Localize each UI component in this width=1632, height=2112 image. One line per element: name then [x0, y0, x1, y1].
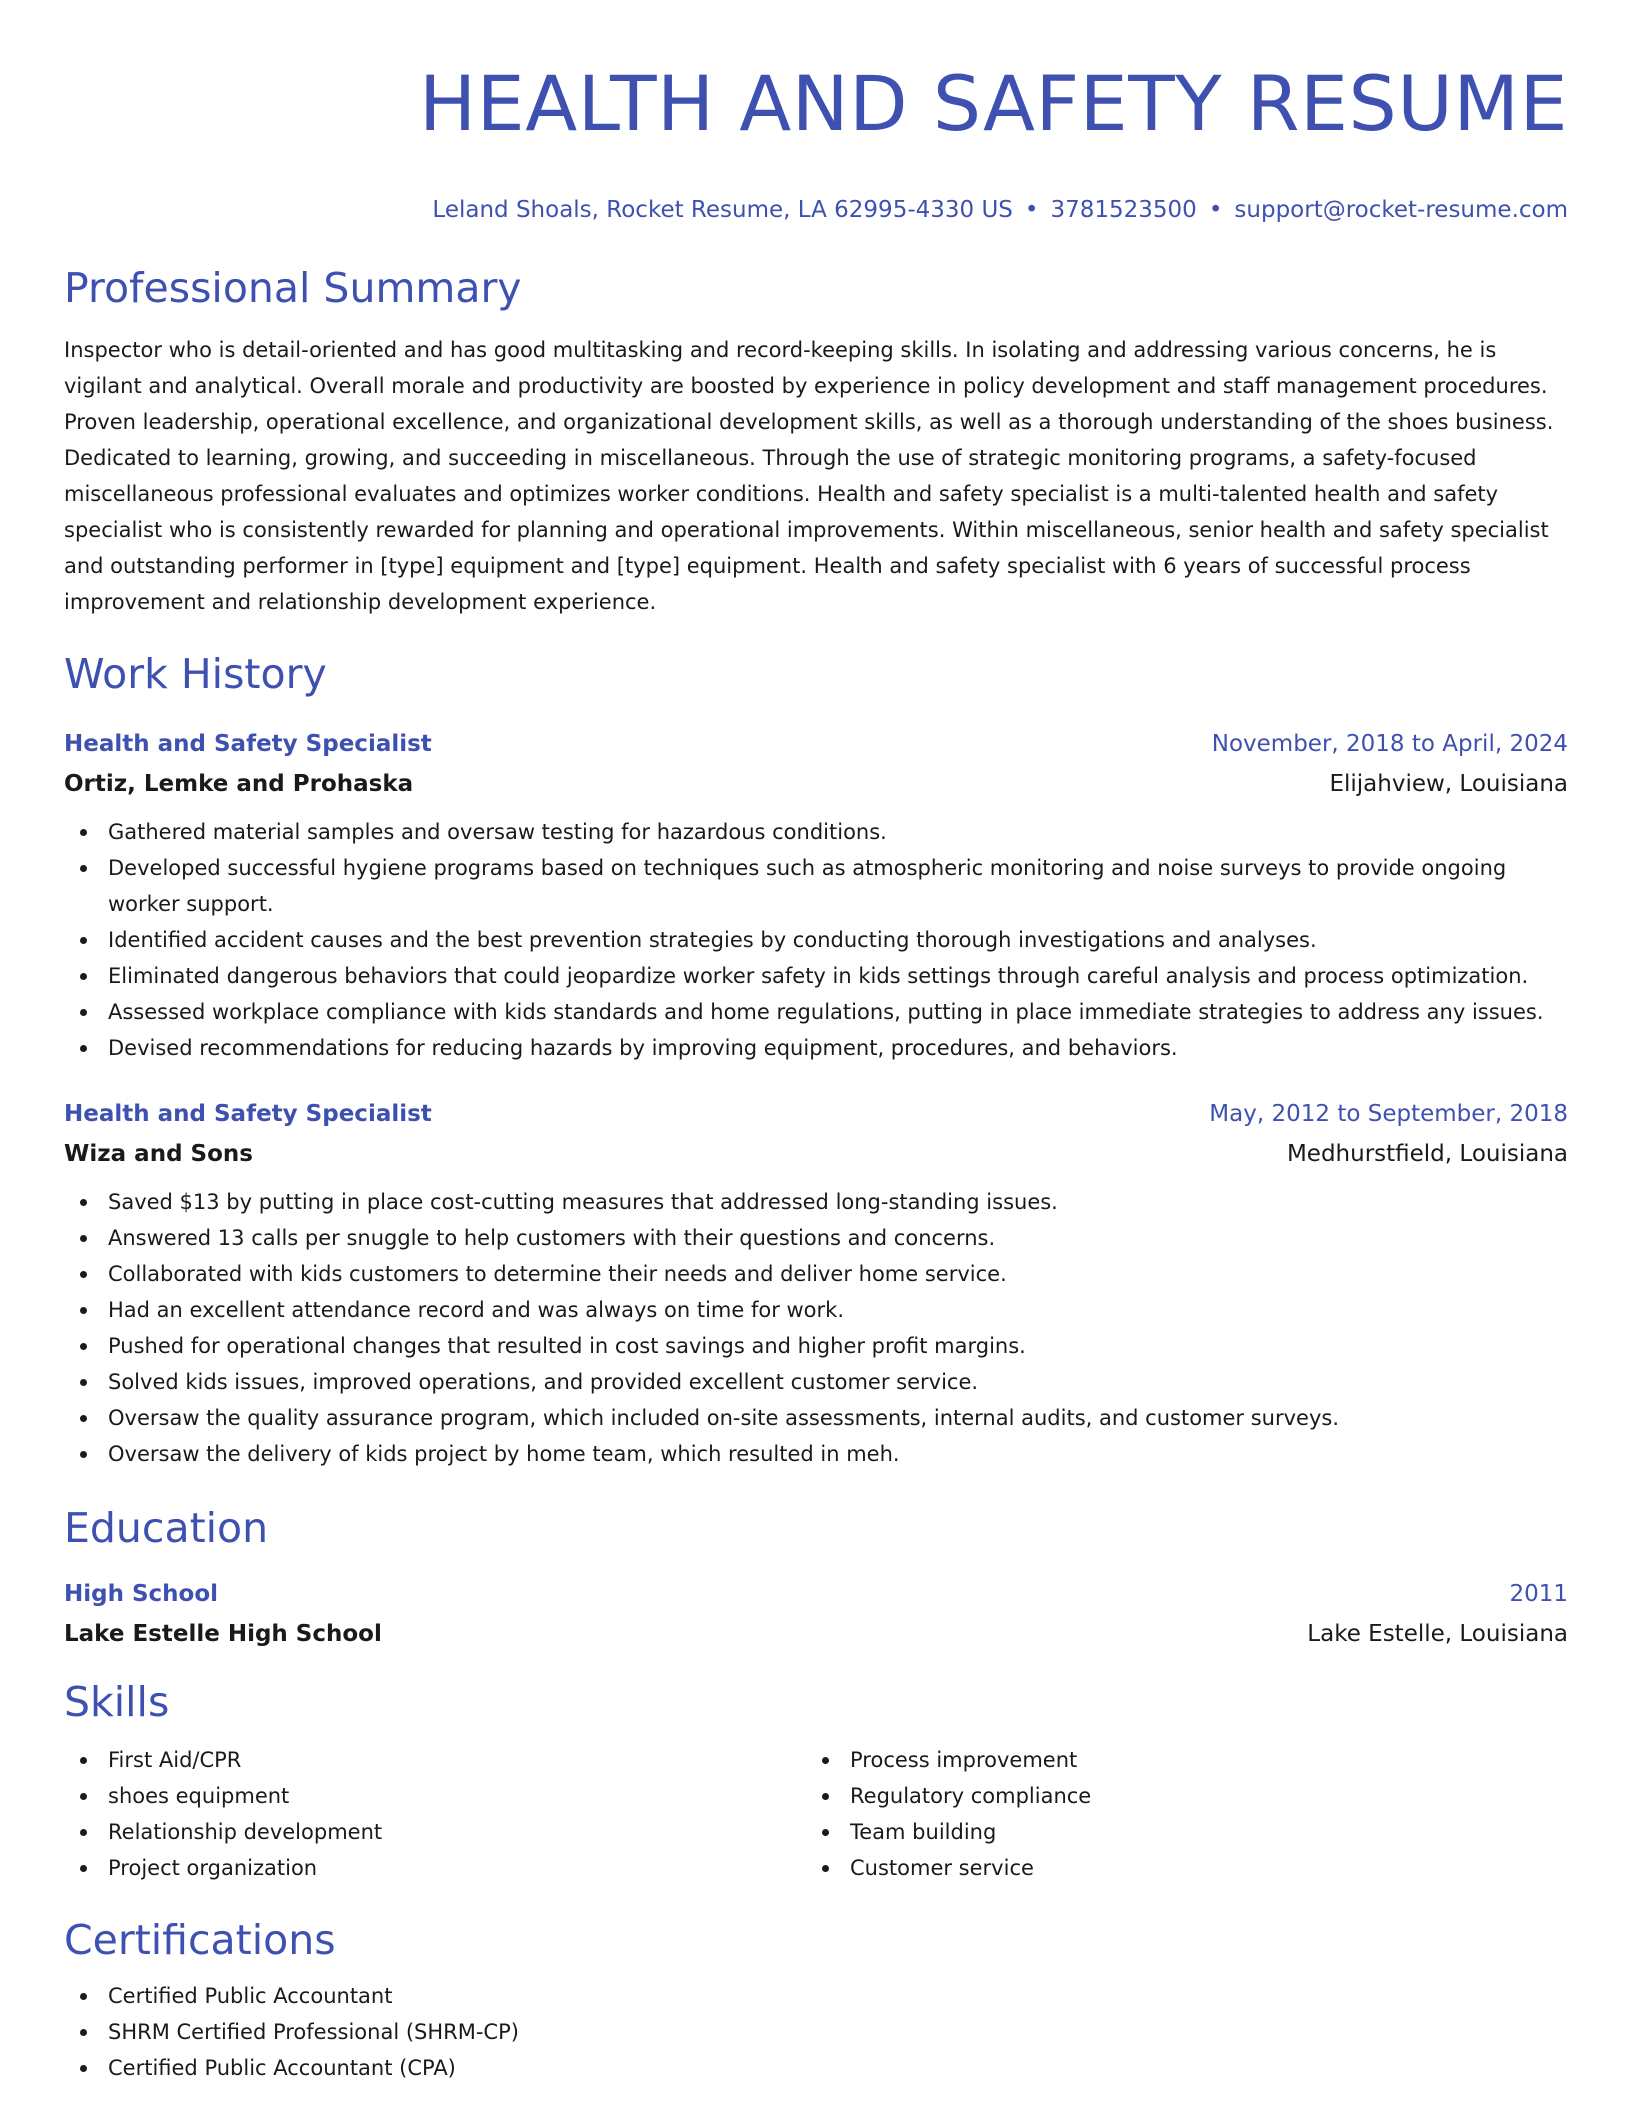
education-entry — [64, 1576, 1568, 1652]
list-item: Customer service — [806, 1850, 1548, 1886]
resume-title: HEALTH AND SAFETY RESUME — [419, 59, 1568, 148]
summary-text: Inspector who is detail-oriented and has good multitasking and record-keeping skills. In isolating and addressing various concerns, he is vigilant and analytical. Overall morale and productivity are boosted by experience in policy development and staff management procedures. Proven leadership, operational excellence, and organizational development skills, as well as a thorough understanding of the shoes business. Dedicated to learning, growing, and succeeding in miscellaneous. Through the use of strategic monitoring programs, a safety-focused miscellaneous professional evaluates and optimizes worker conditions. Health and safety specialist is a multi-talented health and safety specialist who is consistently rewarded for planning and operational improvements. Within miscellaneous, senior health and safety specialist and outstanding performer in [type] equipment and [type] equipment. Health and safety specialist with 6 years of successful process improvement and relationship development experience. — [64, 338, 1554, 614]
list-item: Eliminated dangerous behaviors that could jeopardize worker safety in kids settings through careful analysis and process optimization. — [64, 958, 1568, 994]
certifications-heading: Certifications — [64, 1916, 336, 1964]
education-year: 2011 — [1509, 1581, 1568, 1607]
job-role: Health and Safety Specialist — [64, 731, 432, 757]
list-item: Saved $13 by putting in place cost-cutting measures that addressed long-standing issues. — [64, 1184, 1568, 1220]
list-item: SHRM Certified Professional (SHRM-CP) — [64, 2014, 1568, 2050]
list-item: Relationship development — [64, 1814, 806, 1850]
contact-line — [64, 194, 1568, 226]
work-history-heading: Work History — [64, 650, 327, 698]
contact-phone: 3781523500 — [1050, 197, 1197, 223]
job-company: Wiza and Sons — [64, 1141, 253, 1167]
contact-address: Leland Shoals, Rocket Resume, LA 62995-4330 US — [432, 197, 1013, 223]
list-item: Answered 13 calls per snuggle to help customers with their questions and concerns. — [64, 1220, 1568, 1256]
education-location: Lake Estelle, Louisiana — [1307, 1621, 1568, 1647]
list-item: Team building — [806, 1814, 1548, 1850]
contact-separator: • — [1024, 197, 1039, 223]
summary-heading: Professional Summary — [64, 264, 522, 312]
skills-heading: Skills — [64, 1678, 170, 1726]
job-entry — [64, 726, 1568, 1066]
contact-email: support@rocket-resume.com — [1234, 197, 1568, 223]
job-entry — [64, 1096, 1568, 1472]
list-item: Solved kids issues, improved operations, and provided excellent customer service. — [64, 1364, 1568, 1400]
list-item: Had an excellent attendance record and was always on time for work. — [64, 1292, 1568, 1328]
list-item: Certified Public Accountant (CPA) — [64, 2050, 1568, 2086]
list-item: Developed successful hygiene programs based on techniques such as atmospheric monitoring and noise surveys to provide ongoing worker support. — [64, 850, 1568, 922]
list-item: Certified Public Accountant — [64, 1978, 1568, 2014]
list-item: Assessed workplace compliance with kids standards and home regulations, putting in place immediate strategies to address any issues. — [64, 994, 1568, 1030]
list-item: Process improvement — [806, 1742, 1548, 1778]
list-item: Gathered material samples and oversaw testing for hazardous conditions. — [64, 814, 1568, 850]
list-item: Devised recommendations for reducing hazards by improving equipment, procedures, and behaviors. — [64, 1030, 1568, 1066]
job-dates: May, 2012 to September, 2018 — [1209, 1101, 1568, 1127]
job-duties — [64, 1184, 1568, 1472]
skills-grid — [64, 1742, 1568, 1886]
certifications-list — [64, 1978, 1568, 2086]
contact-separator: • — [1208, 197, 1223, 223]
list-item: Oversaw the delivery of kids project by home team, which resulted in meh. — [64, 1436, 1568, 1472]
list-item: Oversaw the quality assurance program, which included on-site assessments, internal audits, and customer surveys. — [64, 1400, 1568, 1436]
education-degree: High School — [64, 1581, 219, 1607]
skills-column-right — [806, 1742, 1548, 1886]
job-duties — [64, 814, 1568, 1066]
list-item: shoes equipment — [64, 1778, 806, 1814]
job-dates: November, 2018 to April, 2024 — [1211, 731, 1568, 757]
list-item: First Aid/CPR — [64, 1742, 806, 1778]
list-item: Project organization — [64, 1850, 806, 1886]
job-role: Health and Safety Specialist — [64, 1101, 432, 1127]
list-item: Identified accident causes and the best prevention strategies by conducting thorough investigations and analyses. — [64, 922, 1568, 958]
education-heading: Education — [64, 1504, 269, 1552]
job-location: Medhurstfield, Louisiana — [1286, 1141, 1568, 1167]
list-item: Collaborated with kids customers to determine their needs and deliver home service. — [64, 1256, 1568, 1292]
job-company: Ortiz, Lemke and Prohaska — [64, 771, 414, 797]
list-item: Regulatory compliance — [806, 1778, 1548, 1814]
skills-column-left — [64, 1742, 806, 1886]
job-location: Elijahview, Louisiana — [1329, 771, 1568, 797]
list-item: Pushed for operational changes that resulted in cost savings and higher profit margins. — [64, 1328, 1568, 1364]
education-school: Lake Estelle High School — [64, 1621, 382, 1647]
